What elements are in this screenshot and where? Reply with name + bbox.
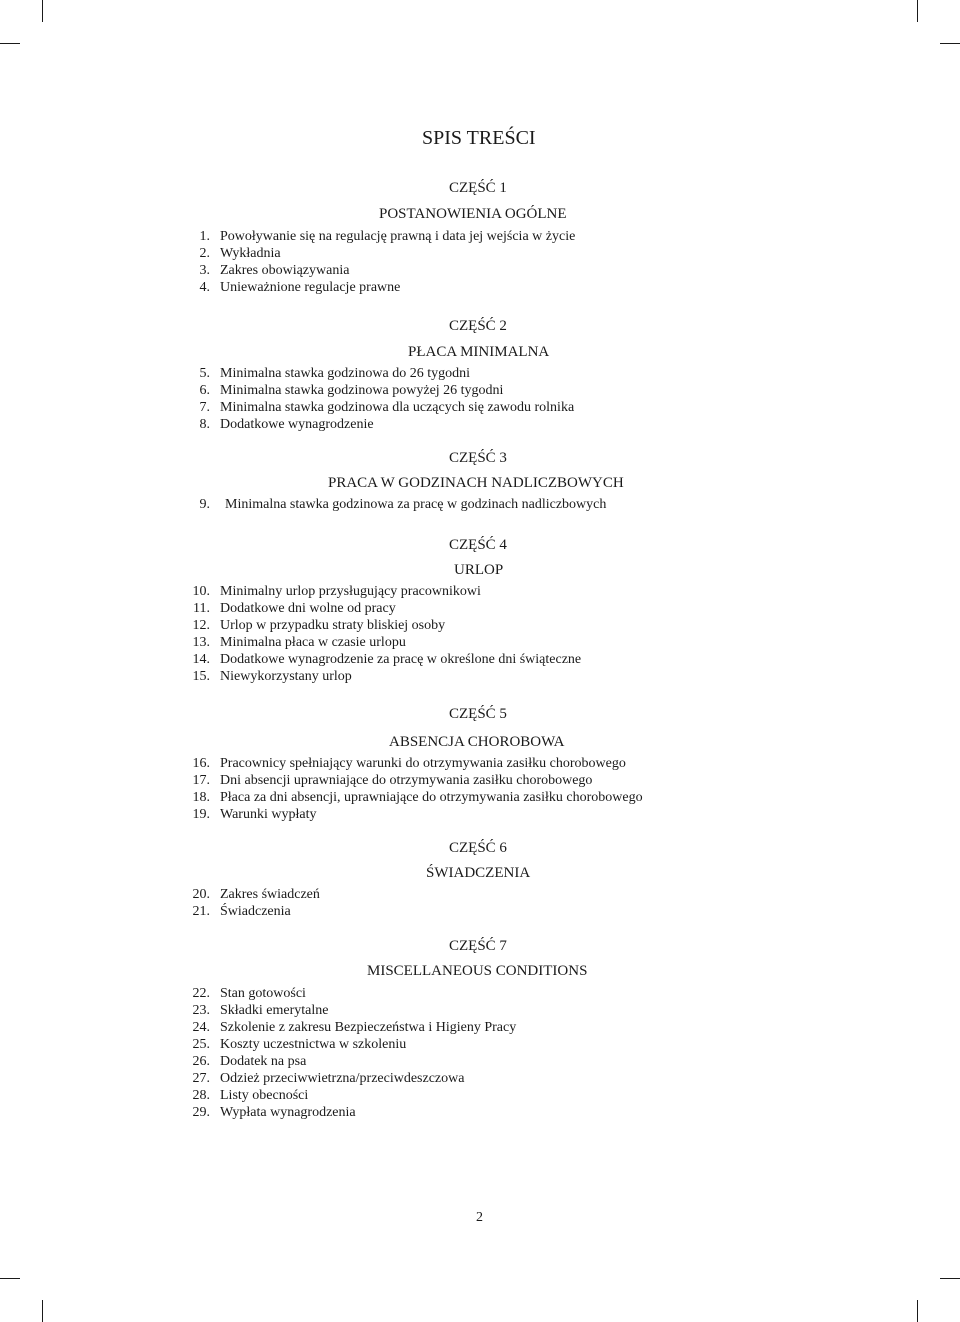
crop-mark — [940, 1278, 960, 1279]
page-title: SPIS TREŚCI — [422, 127, 536, 149]
toc-item[interactable]: Odzież przeciwwietrzna/przeciwdeszczowa — [220, 1071, 465, 1086]
toc-item[interactable]: Dodatkowe dni wolne od pracy — [220, 601, 396, 616]
toc-item[interactable]: Płaca za dni absencji, uprawniające do otrzymywania zasiłku chorobowego — [220, 790, 643, 805]
item-number: 17. — [192, 773, 210, 788]
crop-mark — [917, 1300, 918, 1322]
part-heading: CZĘŚĆ 4 — [449, 537, 507, 553]
toc-item[interactable]: Minimalny urlop przysługujący pracownikowi — [220, 584, 481, 599]
item-number: 9. — [199, 497, 210, 512]
toc-item[interactable]: Dodatkowe wynagrodzenie za pracę w określone dni świąteczne — [220, 652, 582, 667]
part-heading: CZĘŚĆ 2 — [449, 318, 507, 334]
item-number: 16. — [192, 756, 210, 771]
item-number: 11. — [193, 601, 210, 616]
part-name: POSTANOWIENIA OGÓLNE — [379, 206, 567, 222]
toc-item[interactable]: Dni absencji uprawniające do otrzymywania zasiłku chorobowego — [220, 773, 593, 788]
item-number: 12. — [192, 618, 210, 633]
toc-item[interactable]: Wypłata wynagrodzenia — [220, 1105, 356, 1120]
toc-item[interactable]: Dodatkowe wynagrodzenie — [220, 417, 374, 432]
part-name: ABSENCJA CHOROBOWA — [389, 734, 565, 750]
crop-mark — [0, 43, 20, 44]
toc-item[interactable]: Minimalna stawka godzinowa za pracę w godzinach nadliczbowych — [225, 497, 607, 512]
part-heading: CZĘŚĆ 6 — [449, 840, 507, 856]
toc-item[interactable]: Unieważnione regulacje prawne — [220, 280, 401, 295]
item-number: 25. — [192, 1037, 210, 1052]
toc-item[interactable]: Koszty uczestnictwa w szkoleniu — [220, 1037, 407, 1052]
part-name: MISCELLANEOUS CONDITIONS — [367, 963, 588, 979]
item-number: 22. — [192, 986, 210, 1001]
item-number: 1. — [199, 229, 210, 244]
toc-item[interactable]: Urlop w przypadku straty bliskiej osoby — [220, 618, 446, 633]
crop-mark — [917, 0, 918, 22]
item-number: 23. — [192, 1003, 210, 1018]
item-number: 18. — [192, 790, 210, 805]
toc-item[interactable]: Dodatek na psa — [220, 1054, 307, 1069]
part-name: PRACA W GODZINACH NADLICZBOWYCH — [328, 475, 624, 491]
item-number: 29. — [192, 1105, 210, 1120]
item-number: 20. — [192, 887, 210, 902]
toc-item[interactable]: Minimalna stawka godzinowa do 26 tygodni — [220, 366, 471, 381]
item-number: 4. — [199, 280, 210, 295]
item-number: 27. — [192, 1071, 210, 1086]
toc-item[interactable]: Szkolenie z zakresu Bezpieczeństwa i Higieny Pracy — [220, 1020, 517, 1035]
item-number: 24. — [192, 1020, 210, 1035]
part-heading: CZĘŚĆ 7 — [449, 938, 507, 954]
item-number: 15. — [192, 669, 210, 684]
part-name: URLOP — [454, 562, 504, 578]
toc-item[interactable]: Powoływanie się na regulację prawną i data jej wejścia w życie — [220, 229, 576, 244]
crop-mark — [940, 43, 960, 44]
toc-item[interactable]: Minimalna stawka godzinowa powyżej 26 tygodni — [220, 383, 504, 398]
toc-item[interactable]: Minimalna płaca w czasie urlopu — [220, 635, 406, 650]
item-number: 26. — [192, 1054, 210, 1069]
toc-item[interactable]: Składki emerytalne — [220, 1003, 329, 1018]
item-number: 13. — [192, 635, 210, 650]
part-heading: CZĘŚĆ 1 — [449, 180, 507, 196]
part-heading: CZĘŚĆ 3 — [449, 450, 507, 466]
toc-item[interactable]: Warunki wypłaty — [220, 807, 317, 822]
part-heading: CZĘŚĆ 5 — [449, 706, 507, 722]
toc-item[interactable]: Świadczenia — [220, 904, 291, 919]
item-number: 14. — [192, 652, 210, 667]
item-number: 2. — [199, 246, 210, 261]
toc-item[interactable]: Niewykorzystany urlop — [220, 669, 352, 684]
toc-item[interactable]: Listy obecności — [220, 1088, 309, 1103]
toc-item[interactable]: Zakres obowiązywania — [220, 263, 350, 278]
part-name: ŚWIADCZENIA — [426, 865, 531, 881]
item-number: 3. — [199, 263, 210, 278]
crop-mark — [42, 1300, 43, 1322]
item-number: 6. — [199, 383, 210, 398]
part-name: PŁACA MINIMALNA — [408, 344, 550, 360]
toc-item[interactable]: Pracownicy spełniający warunki do otrzymywania zasiłku chorobowego — [220, 756, 626, 771]
toc-item[interactable]: Stan gotowości — [220, 986, 306, 1001]
toc-item[interactable]: Minimalna stawka godzinowa dla uczących się zawodu rolnika — [220, 400, 575, 415]
item-number: 7. — [199, 400, 210, 415]
item-number: 19. — [192, 807, 210, 822]
crop-mark — [0, 1278, 20, 1279]
crop-mark — [42, 0, 43, 22]
toc-item[interactable]: Wykładnia — [220, 246, 281, 261]
item-number: 5. — [199, 366, 210, 381]
item-number: 21. — [192, 904, 210, 919]
page-number: 2 — [476, 1210, 483, 1225]
item-number: 10. — [192, 584, 210, 599]
item-number: 28. — [192, 1088, 210, 1103]
toc-item[interactable]: Zakres świadczeń — [220, 887, 320, 902]
item-number: 8. — [199, 417, 210, 432]
